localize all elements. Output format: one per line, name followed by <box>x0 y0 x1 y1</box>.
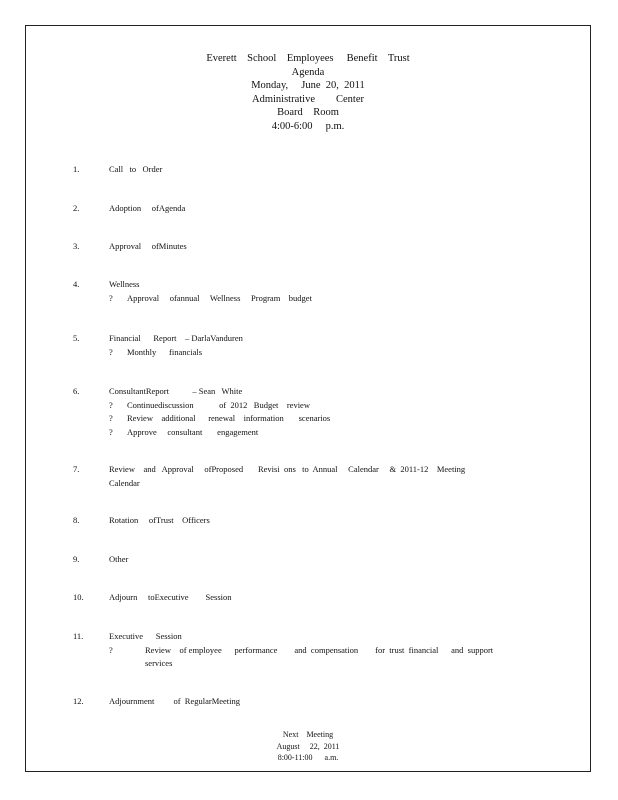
agenda-item-number: 9. <box>73 554 80 564</box>
agenda-item-title: Adoption ofAgenda <box>109 203 186 213</box>
agenda-item-number: 6. <box>73 386 80 396</box>
agenda-subitem-text: Review of employee performance and compensation for trust financial and support services <box>145 644 494 668</box>
agenda-item-title: Financial Report – DarlaVanduren <box>109 333 243 343</box>
agenda-item-title: Adjourn toExecutive Session <box>109 592 232 602</box>
agenda-subitems <box>109 399 529 440</box>
agenda-item-number: 2. <box>73 203 80 213</box>
next-meeting-label: Next Meeting <box>282 730 334 739</box>
agenda-item-number: 4. <box>73 279 80 289</box>
bullet-marker: ? <box>109 426 113 437</box>
agenda-subitem-text: Approve consultant engagement <box>127 426 259 437</box>
agenda-subitem <box>109 399 529 413</box>
agenda-item-number: 1. <box>73 164 80 174</box>
meeting-location: Administrative Center <box>252 93 364 105</box>
agenda-item-title: Call to Order <box>109 164 163 174</box>
meeting-date: Monday, June 20, 2011 <box>251 80 365 92</box>
agenda-item-title: Wellness <box>109 279 140 289</box>
agenda-item-number: 7. <box>73 464 80 474</box>
next-meeting-time: 8:00-11:00 a.m. <box>277 753 339 762</box>
agenda-header <box>26 52 590 134</box>
agenda-subitem <box>109 412 529 426</box>
bullet-marker: ? <box>109 346 113 357</box>
agenda-item-number: 8. <box>73 515 80 525</box>
agenda-subitem-text: Monthly financials <box>127 346 203 357</box>
agenda-item-number: 11. <box>73 631 84 641</box>
agenda-item-title: Rotation ofTrust Officers <box>109 515 210 525</box>
agenda-item-title: Other <box>109 554 129 564</box>
agenda-item-title: Executive Session <box>109 631 182 641</box>
agenda-item-title: Adjournment of RegularMeeting <box>109 696 241 706</box>
agenda-item-title: Approval ofMinutes <box>109 241 187 251</box>
agenda-subitem-text: Approval ofannual Wellness Program budget <box>127 292 312 303</box>
agenda-subitem <box>109 292 529 306</box>
document-page <box>25 25 591 772</box>
agenda-subitem-text: Continuediscussion of 2012 Budget review <box>127 399 310 410</box>
bullet-marker: ? <box>109 399 113 410</box>
agenda-item-number: 5. <box>73 333 80 343</box>
next-meeting-date: August 22, 2011 <box>276 741 340 751</box>
agenda-subitem-text: Review additional renewal information scenarios <box>127 413 331 423</box>
bullet-marker: ? <box>109 644 113 655</box>
agenda-item-number: 12. <box>73 696 84 706</box>
agenda-item-title: Review and Approval ofProposed Revisi ons to Annual Calendar & 2011-12 Meeting Calendar <box>109 464 466 488</box>
meeting-time: 4:00-6:00 p.m. <box>271 120 345 132</box>
bullet-marker: ? <box>109 292 113 303</box>
agenda-subitems <box>109 644 529 671</box>
agenda-subitem <box>109 644 529 671</box>
organization-name: Everett School Employees Benefit Trust <box>206 53 410 64</box>
agenda-subitem <box>109 346 529 360</box>
agenda-subitems <box>109 346 529 360</box>
agenda-item-title: ConsultantReport – Sean White <box>109 386 243 396</box>
agenda-subitems <box>109 292 529 306</box>
document-title: Agenda <box>291 66 325 78</box>
agenda-item-number: 10. <box>73 592 84 602</box>
agenda-item-number: 3. <box>73 241 80 251</box>
next-meeting-footer <box>26 729 590 764</box>
meeting-room: Board Room <box>277 107 339 119</box>
bullet-marker: ? <box>109 413 113 423</box>
agenda-subitem <box>109 426 529 440</box>
